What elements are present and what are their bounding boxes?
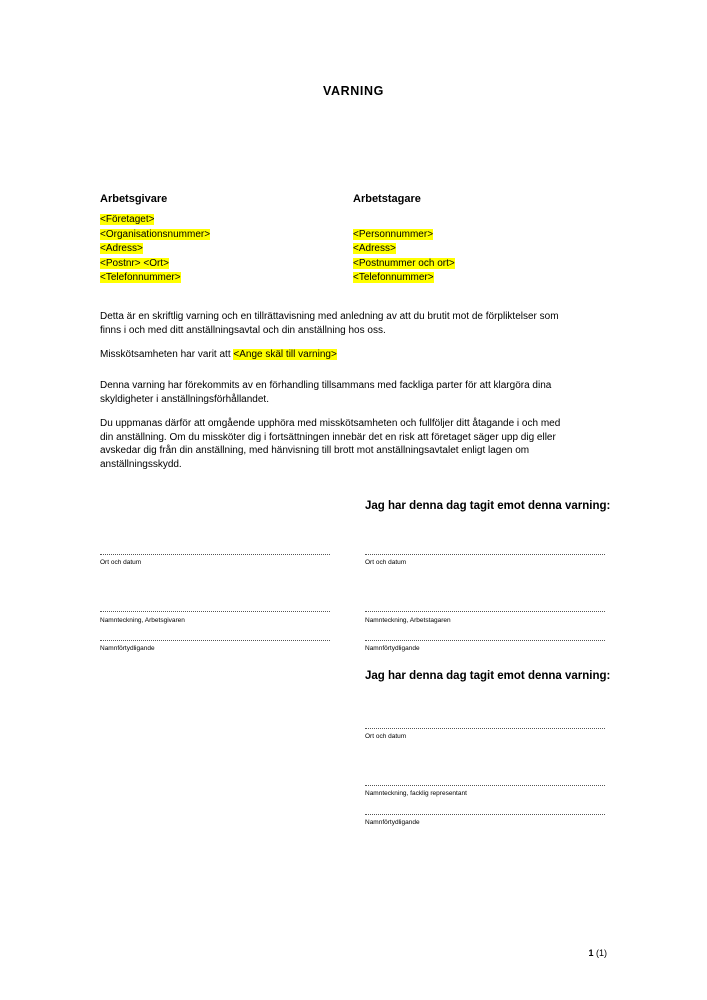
employee-field-spacer <box>353 213 603 228</box>
signature-rule-right-signature-1 <box>365 611 605 612</box>
employee-field-postal-city: <Postnummer och ort> <box>353 257 455 269</box>
signature-label-right-signature-1: Namnteckning, Arbetstagaren <box>365 617 451 624</box>
signature-label-left-clarification: Namnförtydligande <box>100 645 155 652</box>
employer-field-orgnumber: <Organisationsnummer> <box>100 228 211 240</box>
employer-field-postal-city: <Postnr> <Ort> <box>100 257 169 269</box>
signature-rule-left-signature <box>100 611 330 612</box>
employer-field-address: <Adress> <box>100 243 143 254</box>
employer-block <box>100 193 330 286</box>
reason-placeholder: <Ange skäl till varning> <box>233 349 337 360</box>
signature-label-left-place-date: Ort och datum <box>100 559 142 566</box>
page-title: VARNING <box>323 84 384 98</box>
employee-block <box>353 193 603 286</box>
signature-rule-right-place-date-1 <box>365 554 605 555</box>
footer-page-total: (1) <box>596 948 607 958</box>
employer-heading: Arbetsgivare <box>100 193 168 205</box>
paragraph-consequences: Du uppmanas därför att omgående upphöra med misskötsamheten och fullföljer ditt åtagande i och med din anställning. Om du missköter dig i fortsättningen innebär det en risk att företaget säger upp dig eller avskedar dig från din anställning, med hänvisning till brott mot anställningsavtalet enligt lagen om anställningsskydd. <box>100 418 561 470</box>
employer-field-company: <Företaget> <box>100 214 155 225</box>
signature-heading-employee: Jag har denna dag tagit emot denna varning: <box>365 500 611 512</box>
paragraph-intro: Detta är en skriftlig varning och en tillrättavisning med anledning av att du brutit mot de förpliktelser som finns i och med ditt anställningsavtal och din anställning hos oss. <box>100 311 559 336</box>
signature-label-left-signature: Namnteckning, Arbetsgivaren <box>100 617 185 624</box>
paragraph-reason <box>100 348 570 363</box>
paragraph-reason-prefix: Misskötsamheten har varit att <box>100 349 234 360</box>
signature-rule-right-place-date-2 <box>365 728 605 729</box>
employee-field-personnumber: <Personnummer> <box>353 228 434 240</box>
signature-rule-left-place-date <box>100 554 330 555</box>
employer-field-phone: <Telefonnummer> <box>100 272 181 283</box>
signature-label-right-clarification-1: Namnförtydligande <box>365 645 420 652</box>
page-footer <box>588 948 607 958</box>
employee-field-address: <Adress> <box>353 243 396 254</box>
signature-rule-right-clarification-2 <box>365 814 605 815</box>
employee-field-phone: <Telefonnummer> <box>353 272 434 283</box>
signature-rule-left-clarification <box>100 640 330 641</box>
signature-rule-right-clarification-1 <box>365 640 605 641</box>
footer-page-current: 1 <box>588 948 594 958</box>
signature-label-right-clarification-2: Namnförtydligande <box>365 819 420 826</box>
signature-label-right-place-date-2: Ort och datum <box>365 733 407 740</box>
employee-heading: Arbetstagare <box>353 193 421 205</box>
signature-label-right-place-date-1: Ort och datum <box>365 559 407 566</box>
signature-label-right-signature-2: Namnteckning, facklig representant <box>365 790 467 797</box>
paragraph-negotiation: Denna varning har förekommits av en förhandling tillsammans med fackliga parter för att klargöra dina skyldigheter i anställningsförhållandet. <box>100 380 552 405</box>
signature-rule-right-signature-2 <box>365 785 605 786</box>
signature-heading-union: Jag har denna dag tagit emot denna varning: <box>365 670 611 682</box>
